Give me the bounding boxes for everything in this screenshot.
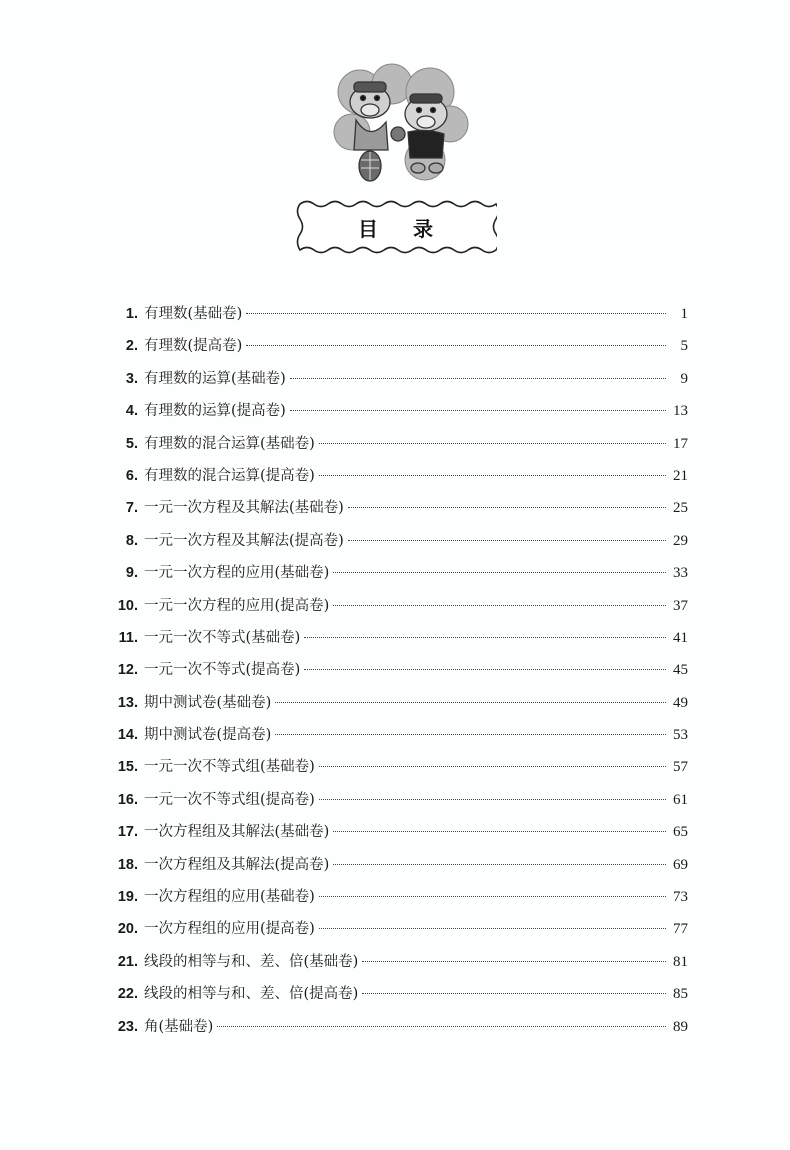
toc-entry[interactable] — [108, 557, 688, 589]
toc-dot-leader — [290, 410, 666, 411]
toc-entry-number: 23. — [117, 1018, 138, 1035]
toc-entry-page-number: 81 — [673, 953, 688, 970]
toc-entry-number: 15. — [117, 759, 138, 776]
toc-entry-number: 14. — [117, 727, 138, 744]
toc-entry-number: 18. — [117, 856, 138, 873]
toc-entry-page-number: 1 — [680, 306, 688, 322]
toc-entry-title: 线段的相等与和、差、倍(基础卷) — [144, 953, 359, 970]
toc-entry-page-number: 13 — [673, 403, 688, 420]
toc-entry-page-number: 49 — [673, 694, 688, 711]
toc-entry-page-number: 29 — [673, 532, 688, 549]
toc-dot-leader — [333, 864, 666, 865]
toc-entry[interactable] — [108, 654, 688, 686]
toc-dot-leader — [246, 345, 666, 346]
toc-entry-page-number: 33 — [673, 565, 688, 582]
toc-entry-title: 角(基础卷) — [144, 1018, 214, 1035]
toc-entry-number: 9. — [125, 565, 138, 582]
toc-dot-leader — [333, 572, 666, 573]
toc-entry-title: 有理数的混合运算(提高卷) — [144, 467, 315, 484]
toc-entry[interactable] — [108, 978, 688, 1010]
toc-entry-page-number: 65 — [673, 824, 688, 841]
cartoon-mascot-illustration — [330, 62, 470, 187]
toc-entry[interactable] — [108, 751, 688, 783]
toc-entry-page-number: 61 — [673, 791, 688, 808]
toc-entry-number: 6. — [125, 467, 138, 484]
toc-entry-page-number: 21 — [673, 467, 688, 484]
toc-entry-page-number: 41 — [673, 629, 688, 646]
toc-entry[interactable] — [108, 363, 688, 395]
toc-entry-page-number: 73 — [673, 889, 688, 906]
toc-entry-title: 一元一次不等式组(基础卷) — [144, 759, 315, 776]
toc-entry[interactable] — [108, 460, 688, 492]
toc-entry[interactable] — [108, 946, 688, 978]
toc-entry-title: 一元一次方程及其解法(基础卷) — [144, 500, 344, 517]
table-of-contents — [108, 298, 688, 1043]
toc-entry-number: 21. — [117, 953, 138, 970]
toc-entry-number: 22. — [117, 986, 138, 1003]
toc-entry-number: 17. — [117, 824, 138, 841]
toc-entry-title: 有理数(提高卷) — [144, 338, 243, 355]
toc-dot-leader — [319, 928, 666, 929]
toc-entry-number: 8. — [125, 532, 138, 549]
toc-entry-title: 有理数的运算(基础卷) — [144, 370, 286, 387]
toc-entry-number: 3. — [125, 370, 138, 387]
toc-entry-number: 7. — [125, 500, 138, 517]
toc-entry[interactable] — [108, 525, 688, 557]
toc-entry-number: 16. — [117, 791, 138, 808]
toc-dot-leader — [319, 475, 666, 476]
toc-entry[interactable] — [108, 395, 688, 427]
toc-entry-title: 有理数的混合运算(基础卷) — [144, 435, 315, 452]
toc-entry-title: 一元一次方程的应用(提高卷) — [144, 597, 330, 614]
toc-dot-leader — [246, 313, 666, 314]
toc-entry-page-number: 45 — [673, 662, 688, 679]
toc-entry-title: 一元一次不等式组(提高卷) — [144, 791, 315, 808]
page-title: 目 录 — [358, 216, 447, 241]
toc-entry[interactable] — [108, 1011, 688, 1043]
toc-entry-title: 期中测试卷(提高卷) — [144, 727, 272, 744]
toc-entry[interactable] — [108, 687, 688, 719]
toc-entry-number: 10. — [117, 597, 138, 614]
toc-entry-title: 一次方程组及其解法(基础卷) — [144, 824, 330, 841]
toc-dot-leader — [275, 734, 666, 735]
toc-entry[interactable] — [108, 881, 688, 913]
toc-entry[interactable] — [108, 298, 688, 330]
toc-entry[interactable] — [108, 330, 688, 362]
toc-entry-number: 20. — [117, 921, 138, 938]
toc-entry-page-number: 89 — [673, 1018, 688, 1035]
toc-entry-number: 2. — [125, 338, 138, 355]
toc-entry-number: 13. — [117, 694, 138, 711]
toc-dot-leader — [304, 669, 666, 670]
toc-entry-title: 一元一次不等式(基础卷) — [144, 629, 301, 646]
toc-entry-page-number: 77 — [673, 921, 688, 938]
toc-entry-page-number: 17 — [673, 435, 688, 452]
toc-dot-leader — [304, 637, 666, 638]
toc-entry[interactable] — [108, 719, 688, 751]
toc-entry-page-number: 57 — [673, 759, 688, 776]
toc-entry-title: 一元一次不等式(提高卷) — [144, 662, 301, 679]
toc-dot-leader — [362, 993, 666, 994]
toc-entry[interactable] — [108, 784, 688, 816]
toc-dot-leader — [217, 1026, 666, 1027]
toc-entry-number: 5. — [125, 435, 138, 452]
toc-dot-leader — [319, 896, 666, 897]
toc-entry-title: 一次方程组的应用(提高卷) — [144, 921, 315, 938]
toc-entry-title: 一次方程组及其解法(提高卷) — [144, 856, 330, 873]
toc-entry-number: 11. — [118, 629, 138, 646]
toc-entry[interactable] — [108, 816, 688, 848]
toc-entry-title: 期中测试卷(基础卷) — [144, 694, 272, 711]
toc-entry-number: 12. — [117, 662, 138, 679]
toc-entry[interactable] — [108, 913, 688, 945]
toc-entry-title: 有理数的运算(提高卷) — [144, 403, 286, 420]
toc-dot-leader — [348, 540, 666, 541]
toc-dot-leader — [319, 443, 666, 444]
toc-dot-leader — [333, 831, 666, 832]
toc-entry[interactable] — [108, 590, 688, 622]
toc-dot-leader — [333, 605, 666, 606]
toc-entry-page-number: 9 — [680, 370, 688, 387]
toc-entry-page-number: 69 — [673, 856, 688, 873]
toc-entry-page-number: 53 — [673, 727, 688, 744]
toc-entry-number: 1. — [125, 306, 138, 322]
toc-entry-page-number: 85 — [673, 986, 688, 1003]
toc-entry-page-number: 37 — [673, 597, 688, 614]
toc-dot-leader — [319, 799, 666, 800]
toc-dot-leader — [348, 507, 666, 508]
toc-entry-title: 一次方程组的应用(基础卷) — [144, 889, 315, 906]
toc-entry-title: 一元一次方程的应用(基础卷) — [144, 565, 330, 582]
toc-dot-leader — [362, 961, 666, 962]
toc-entry-title: 线段的相等与和、差、倍(提高卷) — [144, 986, 359, 1003]
toc-entry-title: 有理数(基础卷) — [144, 306, 243, 322]
toc-entry-number: 19. — [117, 889, 138, 906]
toc-entry[interactable] — [108, 428, 688, 460]
toc-dot-leader — [290, 378, 666, 379]
toc-dot-leader — [319, 766, 666, 767]
toc-dot-leader — [275, 702, 666, 703]
toc-entry-page-number: 5 — [680, 338, 688, 355]
toc-entry-page-number: 25 — [673, 500, 688, 517]
toc-entry[interactable] — [108, 622, 688, 654]
toc-entry[interactable] — [108, 849, 688, 881]
toc-entry-title: 一元一次方程及其解法(提高卷) — [144, 532, 344, 549]
toc-entry[interactable] — [108, 492, 688, 524]
toc-entry-number: 4. — [125, 403, 138, 420]
